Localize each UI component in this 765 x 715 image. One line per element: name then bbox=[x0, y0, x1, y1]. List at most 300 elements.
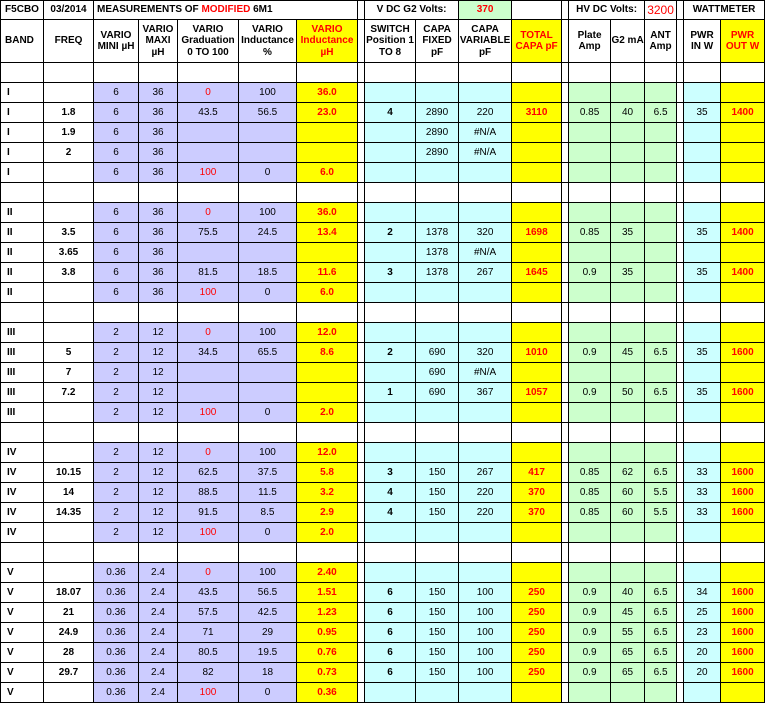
spacer-cell bbox=[562, 543, 569, 563]
pwr-out-cell bbox=[721, 443, 765, 463]
spacer-cell bbox=[358, 363, 365, 383]
capa-fixed-cell bbox=[416, 543, 459, 563]
ant-amp-cell bbox=[645, 363, 677, 383]
inductance-pct-cell bbox=[239, 363, 297, 383]
g2-ma-cell bbox=[611, 83, 645, 103]
capa-fixed-cell: 150 bbox=[416, 663, 459, 683]
inductance-pct-cell: 100 bbox=[239, 443, 297, 463]
vario-mini-cell bbox=[94, 423, 139, 443]
inductance-pct-cell: 0 bbox=[239, 163, 297, 183]
g2-ma-cell bbox=[611, 203, 645, 223]
spacer-cell bbox=[677, 503, 684, 523]
ant-amp-cell bbox=[645, 243, 677, 263]
inductance-uh-cell: 0.73 bbox=[297, 663, 358, 683]
header-band: BAND bbox=[1, 20, 44, 63]
graduation-cell: 57.5 bbox=[178, 603, 239, 623]
table-row bbox=[1, 163, 765, 183]
spacer-cell bbox=[677, 63, 684, 83]
freq-cell bbox=[44, 83, 94, 103]
header-vario-mini: VARIO MINI µH bbox=[94, 20, 139, 63]
band-cell: III bbox=[1, 383, 44, 403]
inductance-uh-cell bbox=[297, 543, 358, 563]
freq-cell: 2 bbox=[44, 143, 94, 163]
spacer-cell bbox=[562, 103, 569, 123]
graduation-cell: 82 bbox=[178, 663, 239, 683]
capa-variable-cell bbox=[459, 163, 512, 183]
freq-cell bbox=[44, 403, 94, 423]
graduation-cell: 71 bbox=[178, 623, 239, 643]
total-capa-cell bbox=[512, 63, 562, 83]
pwr-in-cell bbox=[684, 203, 721, 223]
switch-position-cell bbox=[365, 123, 416, 143]
capa-fixed-cell: 690 bbox=[416, 343, 459, 363]
spacer-cell bbox=[562, 443, 569, 463]
capa-fixed-cell: 2890 bbox=[416, 143, 459, 163]
capa-variable-cell: 100 bbox=[459, 623, 512, 643]
plate-amp-cell bbox=[569, 143, 611, 163]
switch-position-cell: 6 bbox=[365, 643, 416, 663]
ant-amp-cell: 6.5 bbox=[645, 463, 677, 483]
header-pwr-out: PWR OUT W bbox=[721, 20, 765, 63]
inductance-pct-cell: 0 bbox=[239, 403, 297, 423]
spacer-cell bbox=[562, 423, 569, 443]
plate-amp-cell: 0.9 bbox=[569, 663, 611, 683]
ant-amp-cell bbox=[645, 263, 677, 283]
pwr-in-cell bbox=[684, 563, 721, 583]
capa-variable-cell bbox=[459, 203, 512, 223]
header-capa-variable: CAPA VARIABLE pF bbox=[459, 20, 512, 63]
ant-amp-cell bbox=[645, 183, 677, 203]
ant-amp-cell bbox=[645, 223, 677, 243]
spacer-cell bbox=[358, 503, 365, 523]
pwr-out-cell: 1600 bbox=[721, 343, 765, 363]
pwr-out-cell: 1600 bbox=[721, 583, 765, 603]
capa-fixed-cell bbox=[416, 183, 459, 203]
table-row bbox=[1, 463, 765, 483]
spacer-cell bbox=[562, 343, 569, 363]
vario-maxi-cell bbox=[139, 183, 178, 203]
spacer-cell bbox=[358, 663, 365, 683]
graduation-cell: 81.5 bbox=[178, 263, 239, 283]
total-capa-cell bbox=[512, 283, 562, 303]
freq-cell: 7.2 bbox=[44, 383, 94, 403]
capa-fixed-cell bbox=[416, 203, 459, 223]
graduation-cell: 43.5 bbox=[178, 583, 239, 603]
ant-amp-cell: 5.5 bbox=[645, 503, 677, 523]
vario-mini-cell: 6 bbox=[94, 203, 139, 223]
vario-maxi-cell: 36 bbox=[139, 83, 178, 103]
vario-maxi-cell: 12 bbox=[139, 443, 178, 463]
capa-variable-cell bbox=[459, 303, 512, 323]
inductance-uh-cell bbox=[297, 363, 358, 383]
spacer-cell bbox=[562, 243, 569, 263]
pwr-out-cell bbox=[721, 163, 765, 183]
separator-row bbox=[1, 183, 765, 203]
spacer-cell bbox=[562, 663, 569, 683]
pwr-in-cell: 33 bbox=[684, 483, 721, 503]
inductance-uh-cell: 23.0 bbox=[297, 103, 358, 123]
plate-amp-cell bbox=[569, 183, 611, 203]
pwr-out-cell bbox=[721, 563, 765, 583]
capa-variable-cell: 100 bbox=[459, 603, 512, 623]
switch-position-cell bbox=[365, 303, 416, 323]
ant-amp-cell bbox=[645, 143, 677, 163]
vario-mini-cell: 0.36 bbox=[94, 583, 139, 603]
vario-mini-cell: 6 bbox=[94, 83, 139, 103]
spacer-cell bbox=[562, 303, 569, 323]
pwr-in-cell: 35 bbox=[684, 103, 721, 123]
band-cell: II bbox=[1, 243, 44, 263]
vario-mini-cell: 6 bbox=[94, 143, 139, 163]
g2-ma-cell bbox=[611, 123, 645, 143]
vario-mini-cell: 0.36 bbox=[94, 563, 139, 583]
spacer-cell bbox=[358, 683, 365, 703]
spacer-cell bbox=[677, 623, 684, 643]
capa-variable-cell bbox=[459, 323, 512, 343]
inductance-uh-cell bbox=[297, 123, 358, 143]
spacer-cell bbox=[358, 343, 365, 363]
capa-fixed-cell: 150 bbox=[416, 463, 459, 483]
hv-volts-label: HV DC Volts: bbox=[569, 1, 645, 20]
capa-variable-cell: #N/A bbox=[459, 243, 512, 263]
inductance-uh-cell bbox=[297, 383, 358, 403]
pwr-out-cell: 1400 bbox=[721, 103, 765, 123]
pwr-out-cell: 1600 bbox=[721, 643, 765, 663]
spacer-cell bbox=[358, 203, 365, 223]
freq-cell bbox=[44, 283, 94, 303]
inductance-uh-cell: 8.6 bbox=[297, 343, 358, 363]
ant-amp-cell: 6.5 bbox=[645, 623, 677, 643]
vario-mini-cell: 6 bbox=[94, 283, 139, 303]
spacer-cell bbox=[677, 283, 684, 303]
total-capa-cell bbox=[512, 183, 562, 203]
spacer-cell bbox=[358, 423, 365, 443]
header-vario-inductance-uh: VARIO Inductance µH bbox=[297, 20, 358, 63]
g2-ma-cell: 40 bbox=[611, 103, 645, 123]
total-capa-cell: 3110 bbox=[512, 103, 562, 123]
inductance-uh-cell: 1.23 bbox=[297, 603, 358, 623]
graduation-cell: 100 bbox=[178, 403, 239, 423]
g2-ma-cell: 45 bbox=[611, 603, 645, 623]
plate-amp-cell bbox=[569, 323, 611, 343]
freq-cell bbox=[44, 303, 94, 323]
capa-variable-cell: 267 bbox=[459, 463, 512, 483]
pwr-in-cell: 35 bbox=[684, 383, 721, 403]
g2-ma-cell: 40 bbox=[611, 583, 645, 603]
band-cell: V bbox=[1, 563, 44, 583]
total-capa-cell bbox=[512, 243, 562, 263]
ant-amp-cell bbox=[645, 63, 677, 83]
switch-position-cell: 3 bbox=[365, 263, 416, 283]
freq-cell bbox=[44, 443, 94, 463]
spacer-cell bbox=[358, 403, 365, 423]
capa-variable-cell bbox=[459, 443, 512, 463]
inductance-pct-cell: 11.5 bbox=[239, 483, 297, 503]
spacer-cell bbox=[562, 63, 569, 83]
band-cell: II bbox=[1, 223, 44, 243]
table-row bbox=[1, 403, 765, 423]
g2-ma-cell bbox=[611, 283, 645, 303]
graduation-cell: 43.5 bbox=[178, 103, 239, 123]
plate-amp-cell bbox=[569, 563, 611, 583]
g2-ma-cell: 65 bbox=[611, 663, 645, 683]
pwr-in-cell bbox=[684, 423, 721, 443]
inductance-uh-cell bbox=[297, 423, 358, 443]
pwr-in-cell bbox=[684, 143, 721, 163]
vario-maxi-cell: 2.4 bbox=[139, 563, 178, 583]
total-capa-cell bbox=[512, 563, 562, 583]
graduation-cell: 34.5 bbox=[178, 343, 239, 363]
switch-position-cell bbox=[365, 63, 416, 83]
band-cell: III bbox=[1, 403, 44, 423]
spacer-cell bbox=[358, 543, 365, 563]
pwr-out-cell: 1400 bbox=[721, 263, 765, 283]
separator-row bbox=[1, 543, 765, 563]
plate-amp-cell: 0.9 bbox=[569, 643, 611, 663]
vario-maxi-cell: 12 bbox=[139, 323, 178, 343]
graduation-cell bbox=[178, 543, 239, 563]
freq-cell: 7 bbox=[44, 363, 94, 383]
spacer-cell bbox=[677, 603, 684, 623]
capa-fixed-cell bbox=[416, 303, 459, 323]
plate-amp-cell: 0.9 bbox=[569, 603, 611, 623]
g2-ma-cell: 55 bbox=[611, 623, 645, 643]
graduation-cell bbox=[178, 183, 239, 203]
plate-amp-cell: 0.9 bbox=[569, 263, 611, 283]
inductance-pct-cell bbox=[239, 123, 297, 143]
vario-mini-cell: 6 bbox=[94, 123, 139, 143]
pwr-in-cell bbox=[684, 123, 721, 143]
inductance-pct-cell: 56.5 bbox=[239, 103, 297, 123]
date-cell: 03/2014 bbox=[44, 1, 94, 20]
table-row bbox=[1, 643, 765, 663]
spacer-cell bbox=[562, 483, 569, 503]
capa-variable-cell bbox=[459, 523, 512, 543]
band-cell: I bbox=[1, 163, 44, 183]
graduation-cell: 100 bbox=[178, 683, 239, 703]
table-row bbox=[1, 603, 765, 623]
graduation-cell bbox=[178, 63, 239, 83]
spacer-cell bbox=[358, 183, 365, 203]
pwr-in-cell bbox=[684, 303, 721, 323]
spacer-cell bbox=[562, 563, 569, 583]
plate-amp-cell bbox=[569, 163, 611, 183]
table-row bbox=[1, 103, 765, 123]
graduation-cell: 75.5 bbox=[178, 223, 239, 243]
table-row bbox=[1, 283, 765, 303]
inductance-pct-cell: 8.5 bbox=[239, 503, 297, 523]
pwr-in-cell: 35 bbox=[684, 343, 721, 363]
pwr-in-cell bbox=[684, 163, 721, 183]
ant-amp-cell: 5.5 bbox=[645, 483, 677, 503]
pwr-out-cell bbox=[721, 183, 765, 203]
spacer-cell bbox=[358, 523, 365, 543]
plate-amp-cell: 0.85 bbox=[569, 503, 611, 523]
g2-ma-cell bbox=[611, 523, 645, 543]
inductance-pct-cell: 0 bbox=[239, 683, 297, 703]
spacer-cell bbox=[562, 403, 569, 423]
spacer-cell bbox=[562, 263, 569, 283]
plate-amp-cell bbox=[569, 203, 611, 223]
pwr-out-cell: 1400 bbox=[721, 223, 765, 243]
vario-maxi-cell: 36 bbox=[139, 203, 178, 223]
spacer-cell bbox=[677, 163, 684, 183]
freq-cell: 14.35 bbox=[44, 503, 94, 523]
switch-position-cell bbox=[365, 523, 416, 543]
capa-fixed-cell bbox=[416, 523, 459, 543]
spacer-cell bbox=[677, 523, 684, 543]
spacer-cell bbox=[562, 363, 569, 383]
band-cell: I bbox=[1, 143, 44, 163]
freq-cell bbox=[44, 203, 94, 223]
spacer-cell bbox=[358, 583, 365, 603]
table-row bbox=[1, 203, 765, 223]
spacer-cell bbox=[358, 143, 365, 163]
switch-position-cell bbox=[365, 403, 416, 423]
capa-fixed-cell bbox=[416, 163, 459, 183]
spacer-cell bbox=[677, 203, 684, 223]
pwr-in-cell: 20 bbox=[684, 663, 721, 683]
inductance-uh-cell bbox=[297, 243, 358, 263]
band-cell: III bbox=[1, 343, 44, 363]
band-cell: V bbox=[1, 603, 44, 623]
ant-amp-cell bbox=[645, 323, 677, 343]
pwr-in-cell bbox=[684, 183, 721, 203]
spacer-cell bbox=[677, 443, 684, 463]
g2-ma-cell: 45 bbox=[611, 343, 645, 363]
capa-variable-cell bbox=[459, 83, 512, 103]
ant-amp-cell: 6.5 bbox=[645, 103, 677, 123]
inductance-pct-cell bbox=[239, 383, 297, 403]
g2-ma-cell bbox=[611, 443, 645, 463]
header-vario-maxi: VARIO MAXI µH bbox=[139, 20, 178, 63]
table-row bbox=[1, 383, 765, 403]
vario-mini-cell: 2 bbox=[94, 443, 139, 463]
capa-variable-cell: #N/A bbox=[459, 143, 512, 163]
graduation-cell bbox=[178, 363, 239, 383]
capa-fixed-cell: 690 bbox=[416, 363, 459, 383]
header-plate-amp: Plate Amp bbox=[569, 20, 611, 63]
freq-cell: 3.65 bbox=[44, 243, 94, 263]
vario-mini-cell bbox=[94, 543, 139, 563]
ant-amp-cell bbox=[645, 163, 677, 183]
band-cell: II bbox=[1, 263, 44, 283]
total-capa-cell: 370 bbox=[512, 483, 562, 503]
spacer-cell bbox=[562, 623, 569, 643]
vario-mini-cell: 0.36 bbox=[94, 643, 139, 663]
inductance-pct-cell: 42.5 bbox=[239, 603, 297, 623]
inductance-uh-cell: 5.8 bbox=[297, 463, 358, 483]
inductance-pct-cell: 18 bbox=[239, 663, 297, 683]
switch-position-cell: 2 bbox=[365, 343, 416, 363]
capa-fixed-cell bbox=[416, 283, 459, 303]
total-capa-cell bbox=[512, 403, 562, 423]
capa-variable-cell bbox=[459, 403, 512, 423]
capa-variable-cell: 320 bbox=[459, 223, 512, 243]
capa-fixed-cell: 1378 bbox=[416, 263, 459, 283]
band-cell: V bbox=[1, 643, 44, 663]
table-row bbox=[1, 343, 765, 363]
capa-variable-cell: #N/A bbox=[459, 363, 512, 383]
inductance-pct-cell bbox=[239, 303, 297, 323]
vario-maxi-cell: 36 bbox=[139, 163, 178, 183]
spacer-cell bbox=[677, 83, 684, 103]
band-cell: III bbox=[1, 363, 44, 383]
total-capa-cell: 370 bbox=[512, 503, 562, 523]
inductance-pct-cell: 0 bbox=[239, 283, 297, 303]
inductance-pct-cell bbox=[239, 543, 297, 563]
g2-volts-value: 370 bbox=[459, 1, 512, 20]
graduation-cell bbox=[178, 303, 239, 323]
total-capa-cell: 1645 bbox=[512, 263, 562, 283]
capa-fixed-cell: 150 bbox=[416, 643, 459, 663]
capa-fixed-cell bbox=[416, 323, 459, 343]
inductance-uh-cell: 13.4 bbox=[297, 223, 358, 243]
pwr-in-cell bbox=[684, 83, 721, 103]
vario-mini-cell bbox=[94, 63, 139, 83]
inductance-uh-cell bbox=[297, 143, 358, 163]
vario-maxi-cell: 2.4 bbox=[139, 683, 178, 703]
g2-ma-cell bbox=[611, 303, 645, 323]
capa-fixed-cell: 1378 bbox=[416, 243, 459, 263]
pwr-out-cell bbox=[721, 143, 765, 163]
vario-maxi-cell: 12 bbox=[139, 383, 178, 403]
freq-cell: 28 bbox=[44, 643, 94, 663]
g2-ma-cell bbox=[611, 63, 645, 83]
pwr-out-cell: 1600 bbox=[721, 603, 765, 623]
table-row bbox=[1, 123, 765, 143]
spacer-cell bbox=[358, 163, 365, 183]
ant-amp-cell: 6.5 bbox=[645, 603, 677, 623]
pwr-out-cell: 1600 bbox=[721, 463, 765, 483]
table-row bbox=[1, 363, 765, 383]
switch-position-cell: 6 bbox=[365, 663, 416, 683]
plate-amp-cell bbox=[569, 283, 611, 303]
g2-ma-cell bbox=[611, 143, 645, 163]
table-row bbox=[1, 263, 765, 283]
total-capa-cell: 250 bbox=[512, 643, 562, 663]
header-vario-graduation: VARIO Graduation 0 TO 100 bbox=[178, 20, 239, 63]
plate-amp-cell bbox=[569, 523, 611, 543]
freq-cell: 14 bbox=[44, 483, 94, 503]
capa-variable-cell: 100 bbox=[459, 663, 512, 683]
spacer-cell bbox=[677, 223, 684, 243]
graduation-cell: 100 bbox=[178, 283, 239, 303]
spacer-cell bbox=[358, 623, 365, 643]
freq-cell bbox=[44, 563, 94, 583]
spacer-cell bbox=[677, 663, 684, 683]
vario-maxi-cell: 36 bbox=[139, 243, 178, 263]
plate-amp-cell: 0.9 bbox=[569, 583, 611, 603]
table-row bbox=[1, 503, 765, 523]
graduation-cell: 100 bbox=[178, 523, 239, 543]
table-row bbox=[1, 83, 765, 103]
inductance-uh-cell: 0.36 bbox=[297, 683, 358, 703]
pwr-in-cell: 25 bbox=[684, 603, 721, 623]
capa-variable-cell bbox=[459, 423, 512, 443]
inductance-pct-cell bbox=[239, 423, 297, 443]
separator-row bbox=[1, 423, 765, 443]
inductance-pct-cell bbox=[239, 143, 297, 163]
spacer-cell bbox=[677, 103, 684, 123]
title-prefix: MEASUREMENTS OF bbox=[97, 4, 202, 16]
switch-position-cell bbox=[365, 243, 416, 263]
spacer-cell bbox=[677, 563, 684, 583]
spacer-cell bbox=[562, 383, 569, 403]
total-capa-cell bbox=[512, 143, 562, 163]
spacer-cell bbox=[677, 363, 684, 383]
pwr-out-cell bbox=[721, 63, 765, 83]
